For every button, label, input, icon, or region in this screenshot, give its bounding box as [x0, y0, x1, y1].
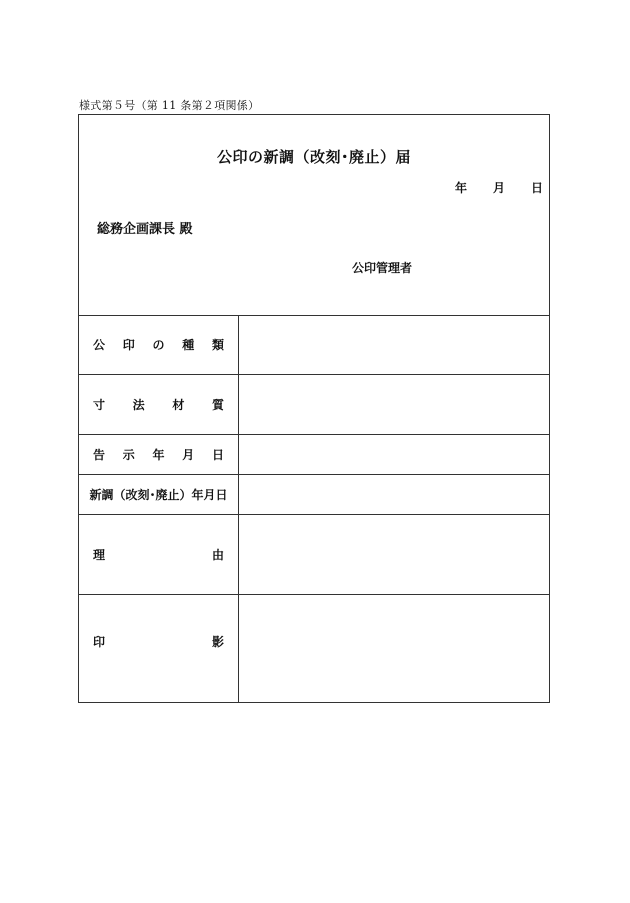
label-char: 法: [132, 398, 145, 412]
label-char: 寸: [93, 398, 106, 412]
date-year: 年: [454, 181, 467, 195]
label-char: 種: [182, 338, 195, 352]
addressee: 総務企画課長 殿: [97, 222, 193, 237]
label-char: 年: [152, 448, 165, 462]
value-reason[interactable]: [239, 515, 549, 594]
label-char: 影: [211, 635, 224, 649]
label-char: 材: [172, 398, 185, 412]
row-size-material: [79, 375, 549, 435]
label-char: 理: [93, 548, 106, 562]
value-seal-impression[interactable]: [239, 595, 549, 703]
form-frame: [78, 114, 550, 703]
row-seal-type: [79, 315, 549, 375]
label-char: 質: [211, 398, 224, 412]
form-table: [79, 315, 549, 703]
label-char: 告: [93, 448, 106, 462]
label-reason: [79, 515, 239, 594]
label-seal-impression: [79, 595, 239, 703]
row-seal-impression: [79, 595, 549, 703]
row-reason: [79, 515, 549, 595]
value-notice-date[interactable]: [239, 435, 549, 474]
form-number: 様式第５号（第 11 条第２項関係）: [79, 99, 260, 112]
value-seal-type[interactable]: [239, 315, 549, 374]
label-char: 印: [122, 338, 135, 352]
label-seal-type: [79, 315, 239, 374]
submitter: 公印管理者: [352, 261, 413, 275]
label-new-date: 新調（改刻･廃止）年月日: [79, 475, 239, 514]
form-header: [79, 115, 549, 316]
value-size-material[interactable]: [239, 375, 549, 434]
label-char: 示: [122, 448, 135, 462]
label-char: 由: [211, 548, 224, 562]
date-day: 日: [530, 181, 543, 195]
date-month: 月: [492, 181, 505, 195]
label-size-material: [79, 375, 239, 434]
label-char: 印: [93, 635, 106, 649]
label-char: 月: [182, 448, 195, 462]
row-notice-date: [79, 435, 549, 475]
row-new-date: [79, 475, 549, 515]
label-char: 日: [211, 448, 224, 462]
label-char: 公: [93, 338, 106, 352]
label-char: 類: [211, 338, 224, 352]
label-char: の: [152, 338, 165, 352]
date-line: [455, 179, 543, 196]
value-new-date[interactable]: [239, 475, 549, 514]
form-title: 公印の新調（改刻･廃止）届: [216, 148, 411, 166]
label-notice-date: [79, 435, 239, 474]
